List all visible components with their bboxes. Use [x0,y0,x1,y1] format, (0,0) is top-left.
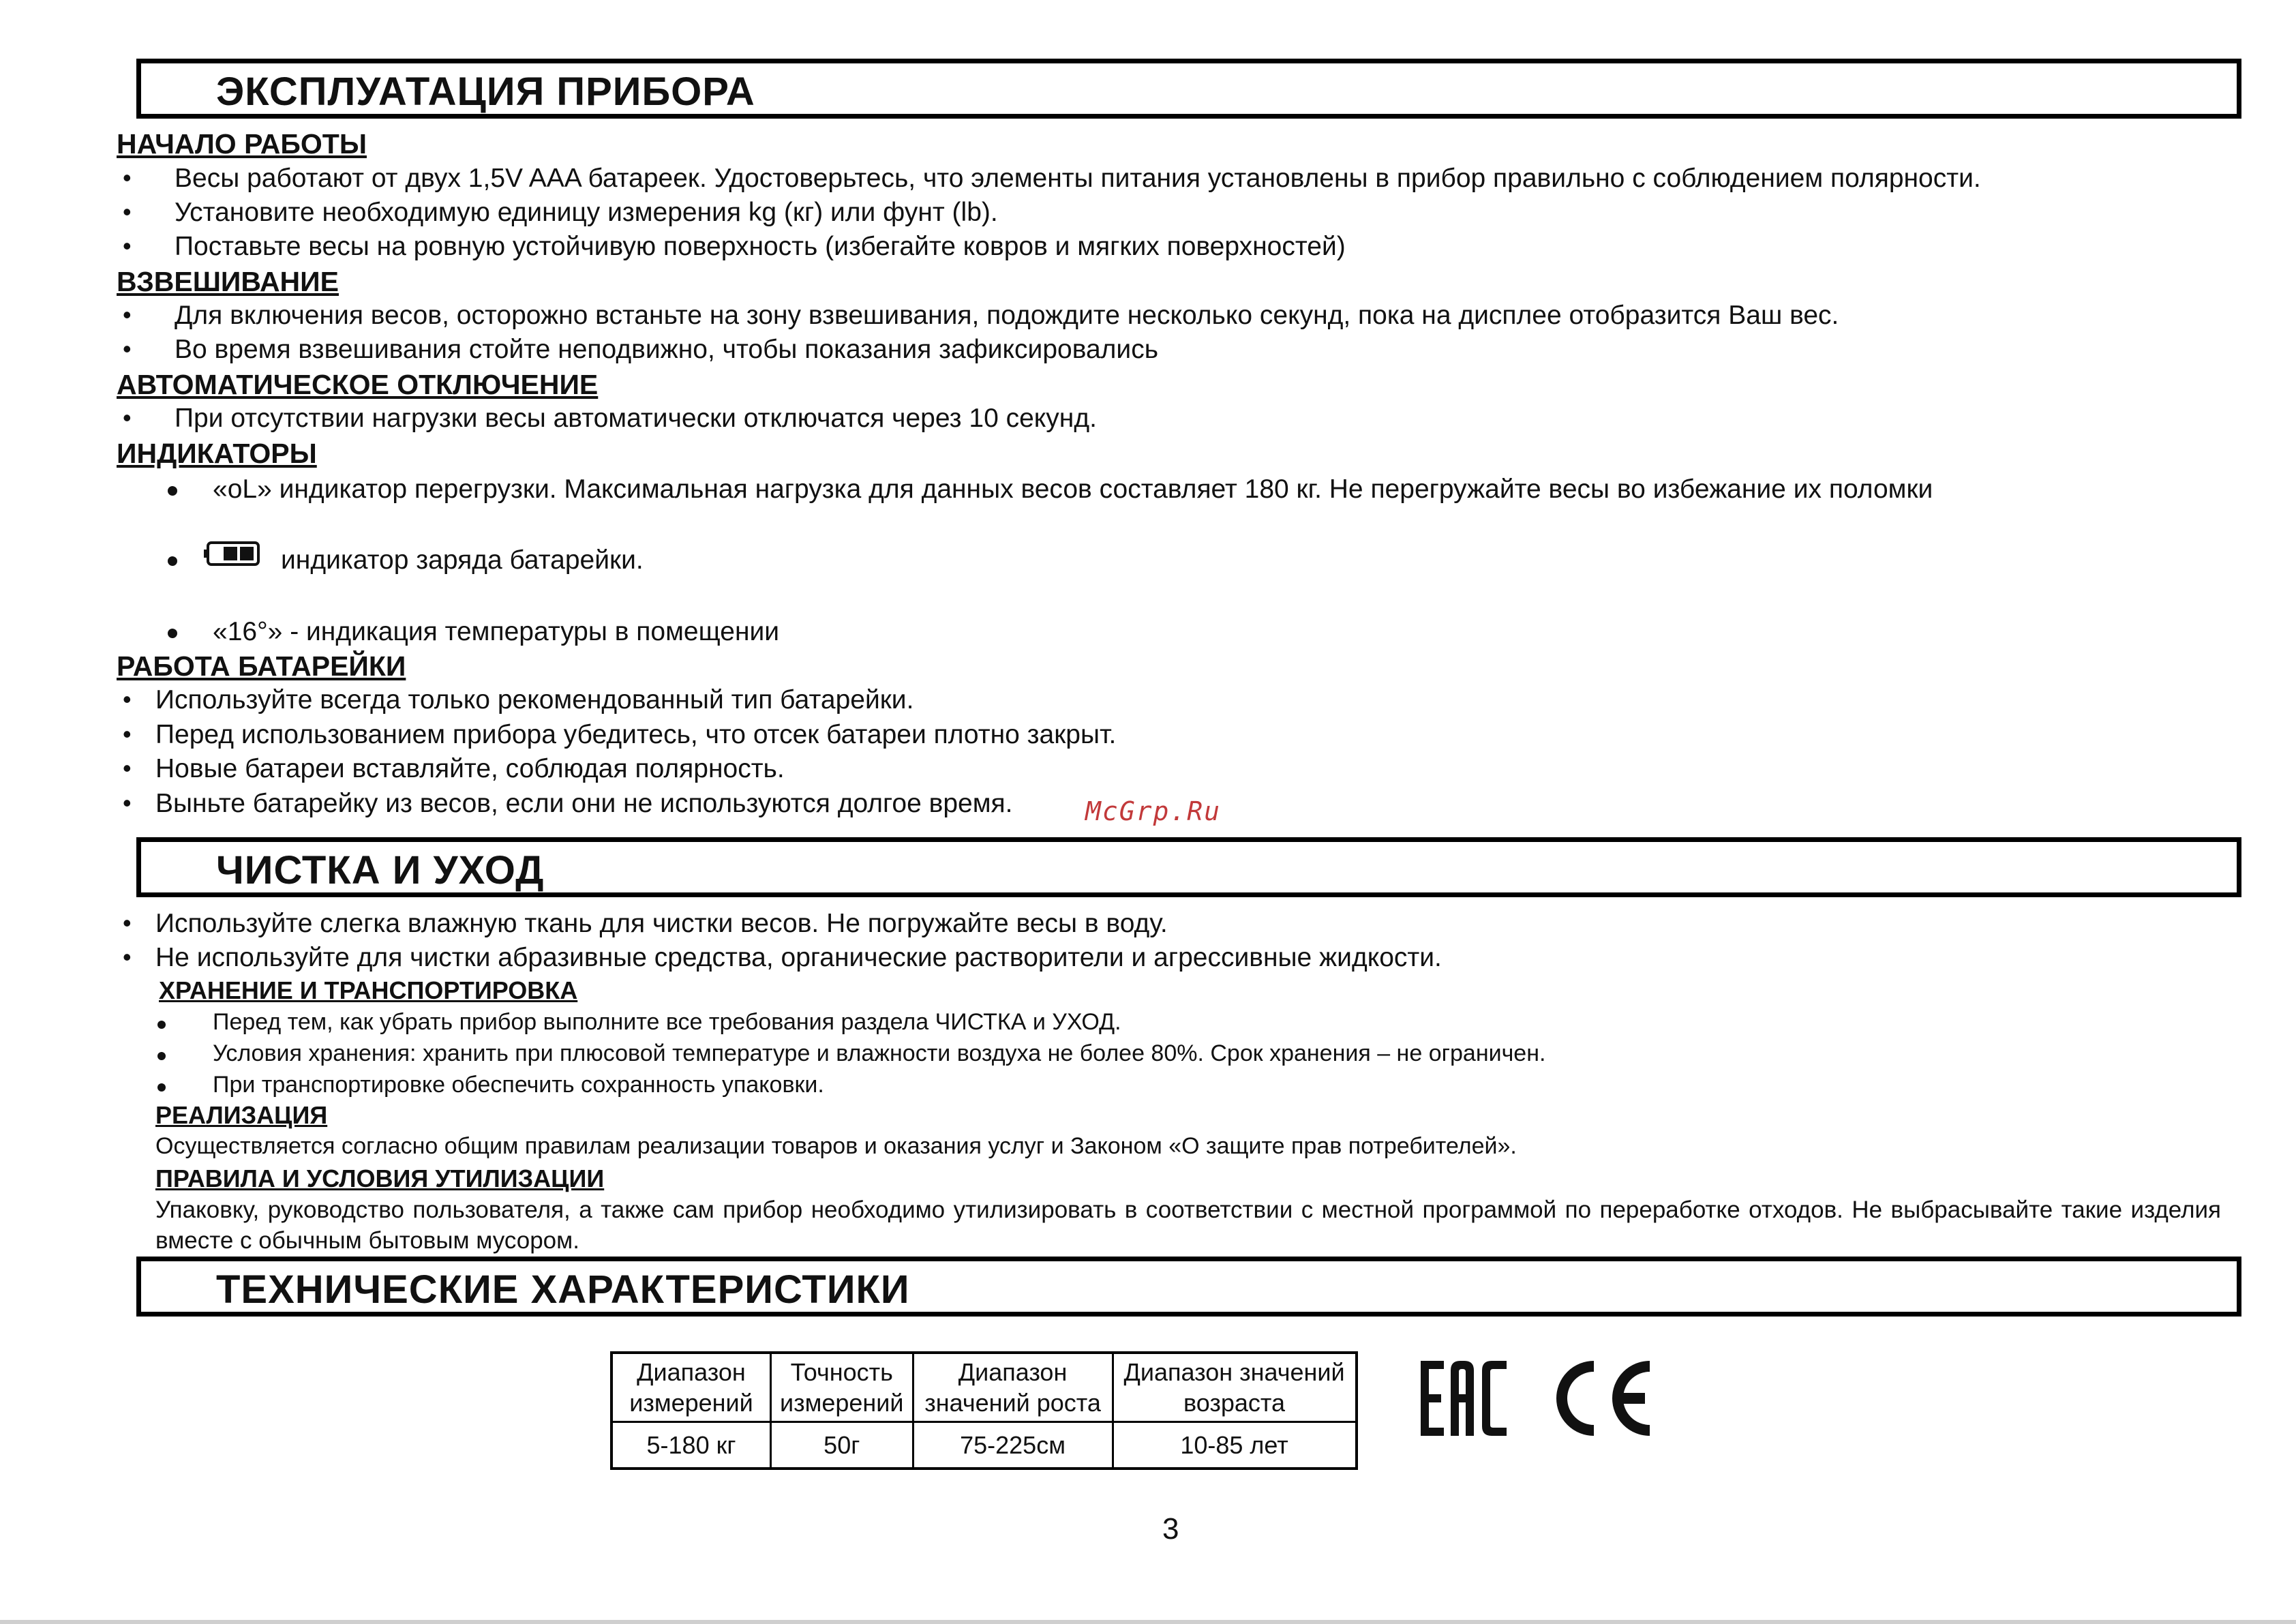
bullet: • [123,301,132,329]
bullet: • [123,685,132,713]
bullet: • [123,164,132,192]
heading-start: НАЧАЛО РАБОТЫ [117,128,367,160]
specs-table [610,1351,1358,1470]
section-specs-box [136,1257,2241,1317]
bullet: • [123,404,132,432]
table-header-cell [1113,1353,1357,1422]
list-item: Условия хранения: хранить при плюсовой температуре и влажности воздуха не более 80%. Срок хранения – не ограничен. [213,1040,1546,1066]
bullet [157,1083,166,1092]
list-item: Поставьте весы на ровную устойчивую поверхность (избегайте ковров и мягких поверхностей) [175,232,1346,261]
table-header-cell [771,1353,913,1422]
bullet [168,556,177,566]
section-title-cleaning: ЧИСТКА И УХОД [216,848,545,892]
table-cell: 10-85 лет [1113,1422,1357,1469]
list-item: При транспортировке обеспечить сохранность упаковки. [213,1072,824,1098]
section-cleaning-box [136,837,2241,897]
heading-indicators: ИНДИКАТОРЫ [117,438,317,469]
list-item: Установите необходимую единицу измерения kg (кг) или фунт (lb). [175,198,998,227]
list-item: Для включения весов, осторожно встаньте на зону взвешивания, подождите несколько секунд, пока на дисплее отобразится Ваш вес. [175,301,1839,330]
header-line: Точность [790,1358,893,1386]
header-line: Диапазон [958,1358,1068,1386]
list-item: Не используйте для чистки абразивные средства, органические растворители и агрессивные жидкости. [155,943,1442,972]
list-item: Перед использованием прибора убедитесь, что отсек батареи плотно закрыт. [155,720,1117,749]
section-title-exploitation: ЭКСПЛУАТАЦИЯ ПРИБОРА [216,70,755,114]
bullet [157,1021,166,1029]
bullet: • [123,232,132,260]
sale-text: Осуществляется согласно общим правилам реализации товаров и оказания услуг и Законом «О защите прав потребителей». [155,1133,1517,1159]
bullet: • [123,335,132,363]
eac-mark-icon [1421,1361,1509,1436]
list-item: При отсутствии нагрузки весы автоматически отключатся через 10 секунд. [175,404,1097,433]
indicator-temperature: «16°» - индикация температуры в помещении [213,617,780,646]
list-item: Перед тем, как убрать прибор выполните все требования раздела ЧИСТКА и УХОД. [213,1009,1121,1035]
page-number: 3 [1162,1512,1179,1546]
list-item: Используйте слегка влажную ткань для чистки весов. Не погружайте весы в воду. [155,909,1168,938]
disposal-text: Упаковку, руководство пользователя, а также сам прибор необходимо утилизировать в соответствии с местной программой по переработке отходов. Не выбрасывайте такие изделия вместе с обычным бытовым мусором. [155,1197,2221,1254]
list-item: Весы работают от двух 1,5V AAA батареек. Удостоверьтесь, что элементы питания установлены в прибор правильно с соблюдением полярности. [175,164,1981,193]
header-line: значений роста [924,1389,1101,1417]
header-line: возраста [1183,1389,1286,1417]
bullet [168,486,177,496]
heading-battery-work: РАБОТА БАТАРЕЙКИ [117,650,406,682]
list-item: Во время взвешивания стойте неподвижно, чтобы показания зафиксировались [175,335,1159,364]
indicator-overload: «oL» индикатор перегрузки. Максимальная нагрузка для данных весов составляет 180 кг. Не перегружайте весы во избежание их поломки [213,475,1933,504]
table-header-row [611,1353,1357,1422]
header-line: измерений [780,1389,904,1417]
battery-icon [203,540,260,567]
table-cell: 75-225см [913,1422,1113,1469]
section-title-specs: ТЕХНИЧЕСКИЕ ХАРАКТЕРИСТИКИ [216,1267,910,1312]
heading-storage: ХРАНЕНИЕ И ТРАНСПОРТИРОВКА [159,976,578,1004]
section-exploitation-box [136,59,2241,119]
bullet: • [123,943,132,971]
bullet: • [123,720,132,748]
bullet: • [123,909,132,937]
table-cell: 5-180 кг [611,1422,771,1469]
heading-sale: РЕАЛИЗАЦИЯ [155,1101,328,1129]
table-header-cell [611,1353,771,1422]
heading-disposal: ПРАВИЛА И УСЛОВИЯ УТИЛИЗАЦИИ [155,1164,605,1192]
list-item: Выньте батарейку из весов, если они не используются долгое время. [155,789,1013,818]
heading-weighing: ВЗВЕШИВАНИЕ [117,266,339,297]
bullet [168,629,177,638]
header-line: Диапазон [637,1358,746,1386]
header-line: Диапазон значений [1123,1358,1345,1386]
bullet: • [123,789,132,817]
table-row [611,1422,1357,1469]
header-line: измерений [629,1389,753,1417]
heading-auto-off: АВТОМАТИЧЕСКОЕ ОТКЛЮЧЕНИЕ [117,369,599,400]
ce-mark-icon [1554,1361,1657,1436]
table-header-cell [913,1353,1113,1422]
watermark: McGrp.Ru [1085,796,1222,826]
indicator-battery: индикатор заряда батарейки. [281,545,644,575]
page-bottom-edge [0,1620,2296,1624]
bullet [157,1052,166,1060]
list-item: Используйте всегда только рекомендованный тип батарейки. [155,685,914,715]
bullet: • [123,198,132,226]
bullet: • [123,754,132,782]
list-item: Новые батареи вставляйте, соблюдая полярность. [155,754,785,783]
table-cell: 50г [771,1422,913,1469]
